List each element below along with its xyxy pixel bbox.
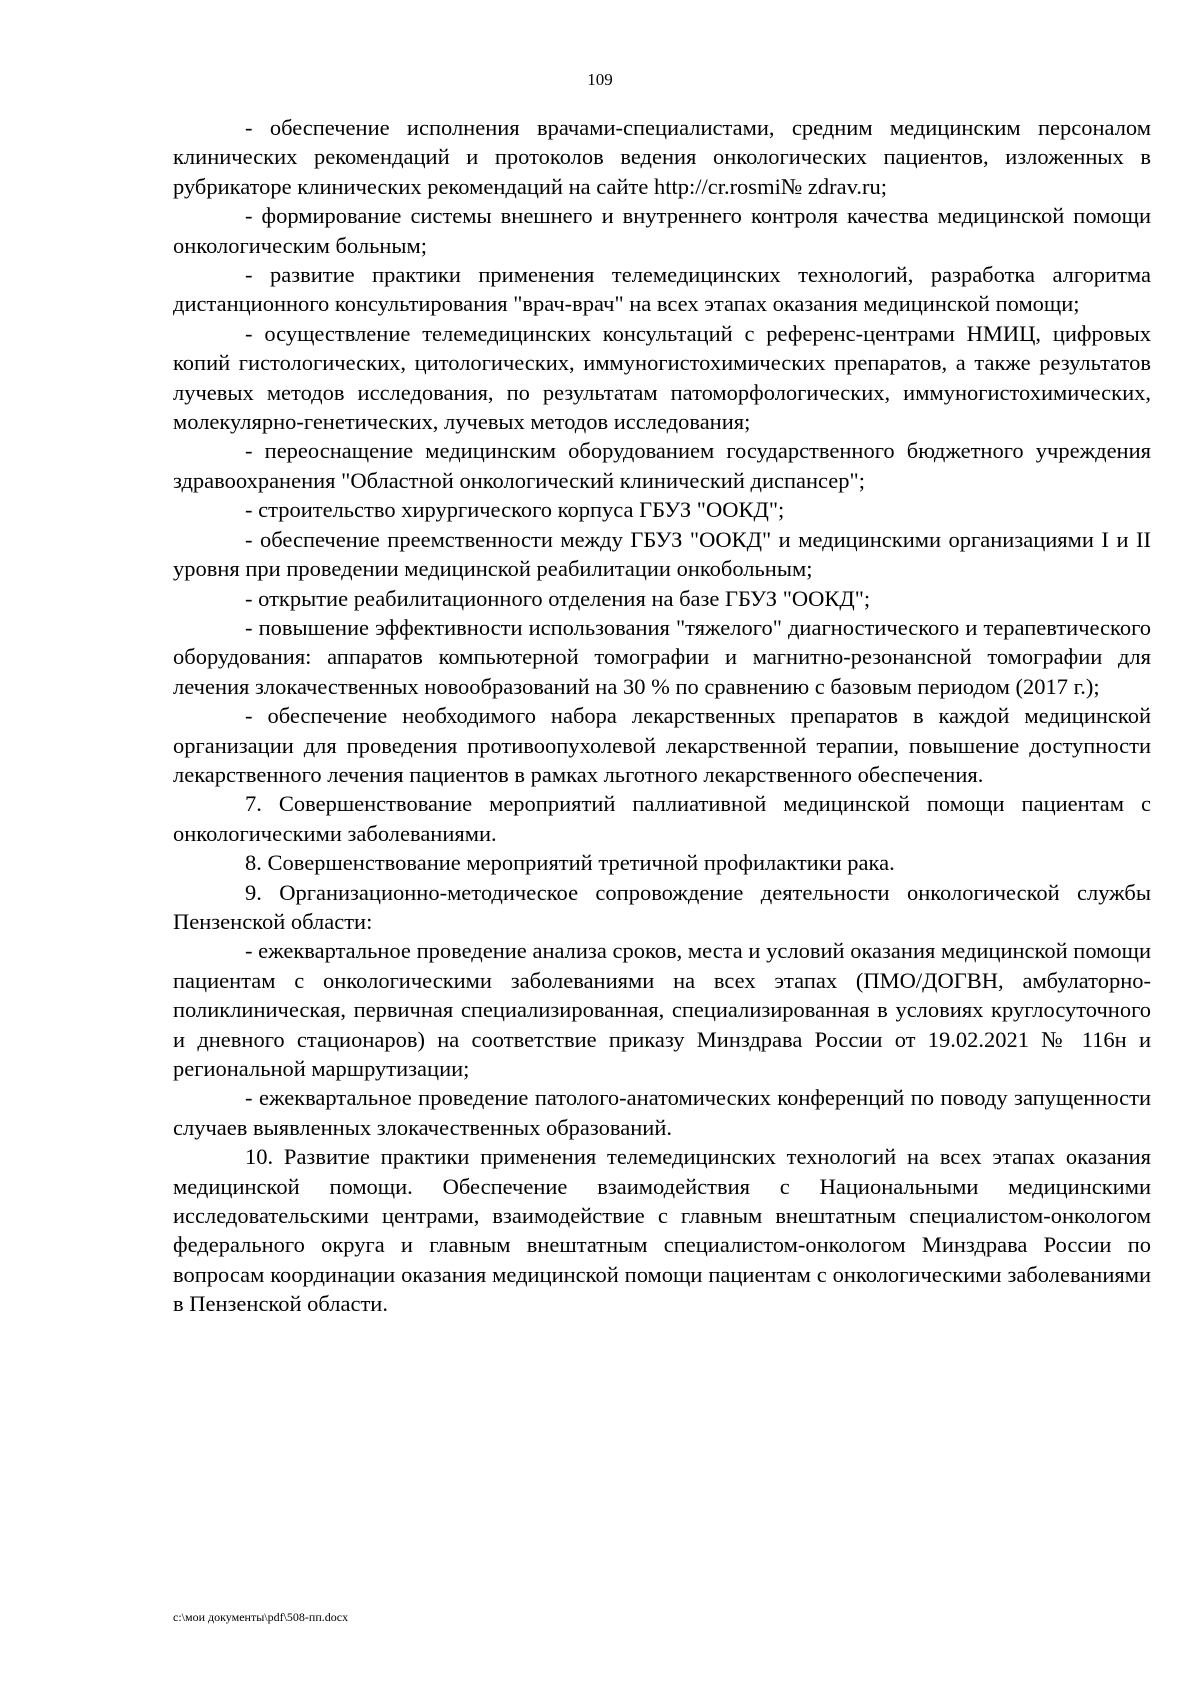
paragraph-quarterly-analysis: - ежеквартальное проведение анализа сроков, места и условий оказания медицинской помощи пациентам с онкологическими заболеваниями на всех этапах (ПМО/ДОГВН, амбулаторно-поликлиническая, первичная специализированная, специализированная в условиях круглосуточного и дневного стационаров) на соответствие приказу Минздрава России от 19.02.2021 № 116н и региональной маршрутизации; xyxy=(173,938,1151,1081)
paragraph-rehabilitation-unit: - открытие реабилитационного отделения на базе ГБУЗ "ООКД"; xyxy=(245,585,871,611)
paragraph-equipment-efficiency: - повышение эффективности использования "тяжелого" диагностического и терапевтического оборудования: аппаратов компьютерной томографии и магнитно-резонансной томографии для лечения злокачественных новообразований на 30 % по сравнению с базовым периодом (2017 г.); xyxy=(173,614,1151,699)
paragraph-item-10: 10. Развитие практики применения телемедицинских технологий на всех этапах оказания медицинской помощи. Обеспечение взаимодействия с Национальными медицинскими исследовательскими центрами, взаимодействие с главным внештатным специалистом-онкологом федерального округа и главным внештатным специалистом-онкологом Минздрава России по вопросам координации оказания медицинской помощи пациентам с онкологическими заболеваниями в Пензенской области. xyxy=(173,1144,1151,1317)
paragraph-telemedicine-practice: - развитие практики применения телемедицинских технологий, разработка алгоритма дистанционного консультирования "врач-врач" на всех этапах оказания медицинской помощи; xyxy=(173,262,1151,317)
paragraph-item-8: 8. Совершенствование мероприятий третичной профилактики рака. xyxy=(245,850,895,876)
paragraph-telemedicine-consultations: - осуществление телемедицинских консультаций с референс-центрами НМИЦ, цифровых копий гистологических, цитологических, иммуногистохимических препаратов, а также результатов лучевых методов исследования, по результатам патоморфологических, иммуногистохимических, молекулярно-генетических, лучевых методов исследования; xyxy=(173,320,1151,435)
paragraph-item-7: 7. Совершенствование мероприятий паллиативной медицинской помощи пациентам с онкологическими заболеваниями. xyxy=(173,791,1151,846)
paragraph-clinical-guidelines: - обеспечение исполнения врачами-специалистами, средним медицинским персоналом клинических рекомендаций и протоколов ведения онкологических пациентов, изложенных в рубрикаторе клинических рекомендаций на сайте http://cr.rosmi№ zdrav.ru; xyxy=(173,115,1151,199)
footer-file-path: c:\мои документы\pdf\508-пп.docx xyxy=(173,1610,349,1624)
page-number: 109 xyxy=(587,70,613,89)
paragraph-drug-supply: - обеспечение необходимого набора лекарственных препаратов в каждой медицинской организации для проведения противоопухолевой лекарственной терапии, повышение доступности лекарственного лечения пациентов в рамках льготного лекарственного обеспечения. xyxy=(173,703,1151,787)
paragraph-item-9: 9. Организационно-методическое сопровождение деятельности онкологической службы Пензенской области: xyxy=(173,879,1151,934)
paragraph-continuity: - обеспечение преемственности между ГБУЗ "ООКД" и медицинскими организациями I и II уровня при проведении медицинской реабилитации онкобольным; xyxy=(173,526,1151,582)
paragraph-quality-control: - формирование системы внешнего и внутреннего контроля качества медицинской помощи онкологическим больным; xyxy=(173,203,1151,258)
document-body xyxy=(173,113,1151,1319)
paragraph-reequipment: - переоснащение медицинским оборудованием государственного бюджетного учреждения здравоохранения "Областной онкологический клинический диспансер"; xyxy=(173,438,1151,493)
paragraph-surgical-building: - строительство хирургического корпуса ГБУЗ "ООКД"; xyxy=(245,497,785,523)
paragraph-pathology-conferences: - ежеквартальное проведение патолого-анатомических конференций по поводу запущенности случаев выявленных злокачественных образований. xyxy=(173,1085,1151,1140)
